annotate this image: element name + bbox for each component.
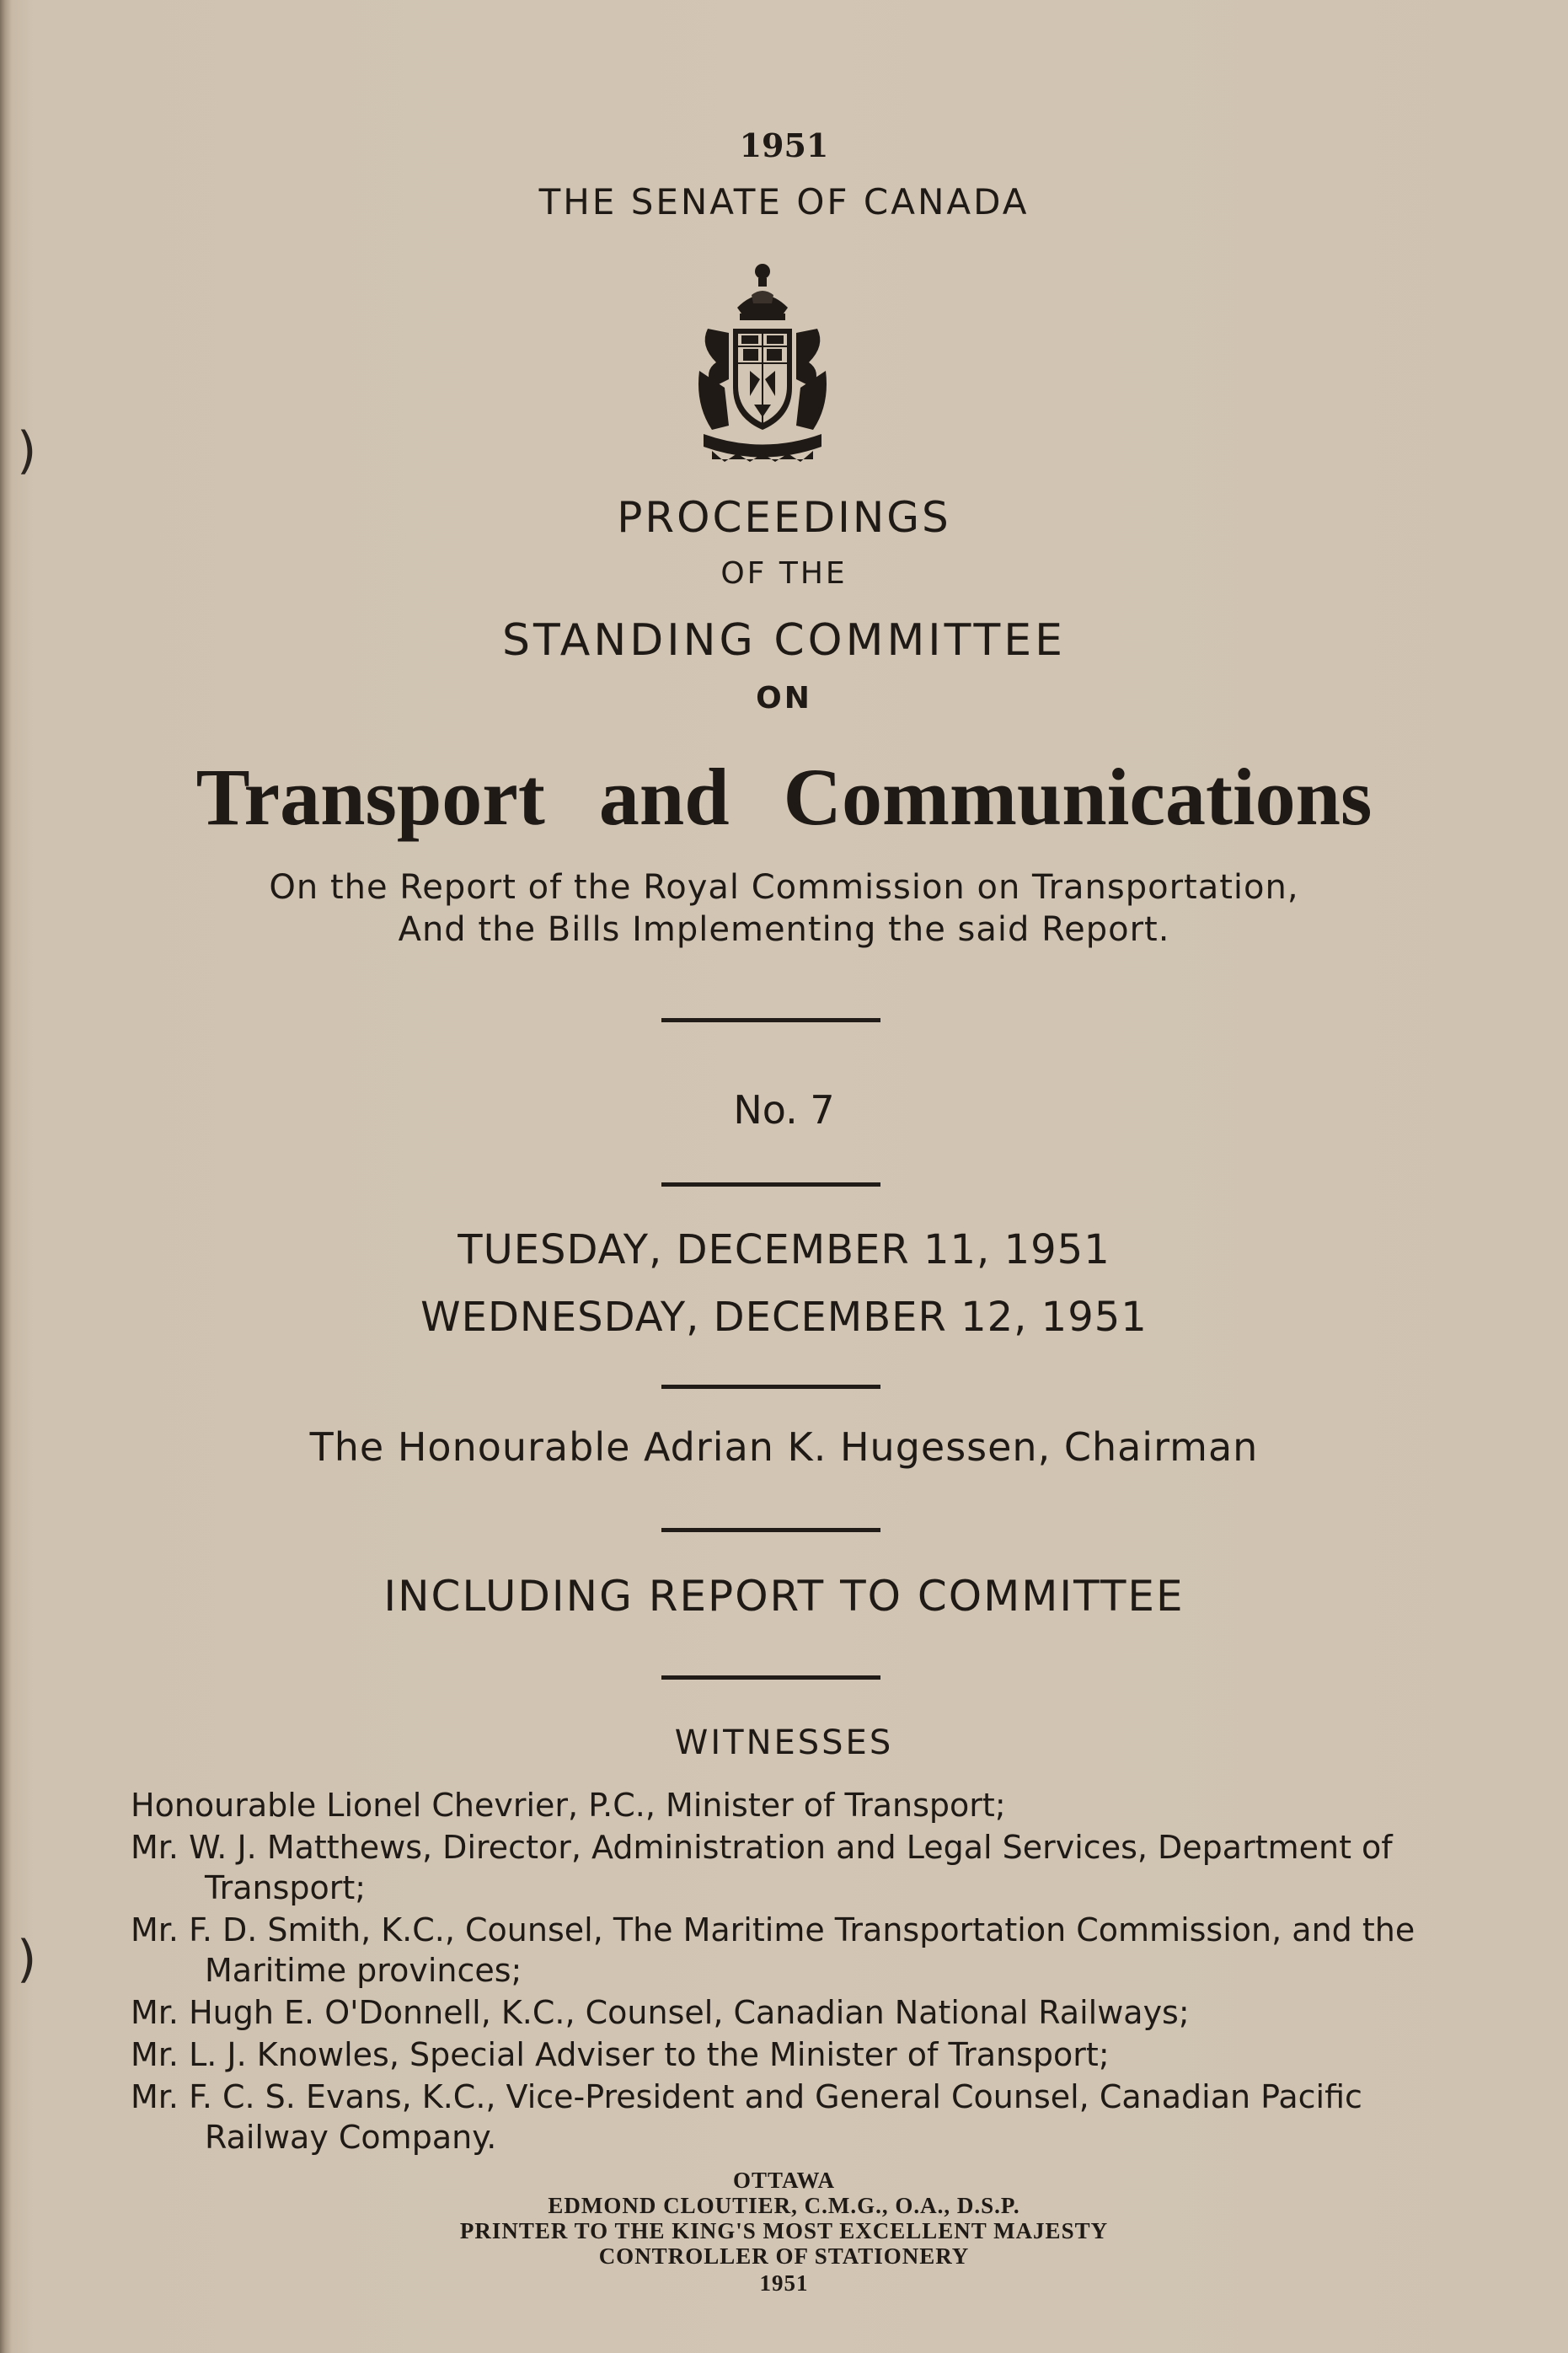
committee-heading: STANDING COMMITTEE bbox=[502, 615, 1066, 666]
of-the-heading: OF THE bbox=[720, 556, 848, 591]
imprint-year: 1951 bbox=[759, 2270, 809, 2296]
binding-mark: ) bbox=[17, 421, 37, 480]
witness-item: Mr. F. D. Smith, K.C., Counsel, The Maritime Transportation Commission, and the Maritime provinces; bbox=[131, 1911, 1415, 1989]
witness-item: Mr. W. J. Matthews, Director, Administration and Legal Services, Department of Transport; bbox=[131, 1829, 1393, 1906]
witness-list bbox=[131, 1785, 1445, 2159]
header-senate: THE SENATE OF CANADA bbox=[538, 181, 1030, 222]
on-heading: ON bbox=[756, 681, 812, 716]
header-year: 1951 bbox=[739, 126, 829, 164]
main-title: Transport and Communications bbox=[195, 752, 1373, 842]
imprint-title-2: CONTROLLER OF STATIONERY bbox=[598, 2243, 970, 2269]
proceedings-heading: PROCEEDINGS bbox=[617, 493, 951, 542]
witness-item: Mr. L. J. Knowles, Special Adviser to the Minister of Transport; bbox=[131, 2036, 1110, 2073]
binding-mark: ) bbox=[17, 1930, 37, 1989]
witness-item: Mr. F. C. S. Evans, K.C., Vice-President and General Counsel, Canadian Pacific Railway Company. bbox=[131, 2078, 1362, 2156]
imprint-printer: EDMOND CLOUTIER, C.M.G., O.A., D.S.P. bbox=[548, 2193, 1020, 2218]
canadian-coat-of-arms-icon bbox=[691, 261, 834, 464]
subtitle-line-2: And the Bills Implementing the said Report. bbox=[398, 910, 1170, 949]
meeting-date-2: WEDNESDAY, DECEMBER 12, 1951 bbox=[420, 1294, 1148, 1341]
witnesses-heading: WITNESSES bbox=[674, 1723, 894, 1762]
divider-rule bbox=[661, 1018, 880, 1022]
divider-rule bbox=[661, 1385, 880, 1389]
chairman-line: The Honourable Adrian K. Hugessen, Chairman bbox=[309, 1424, 1259, 1470]
divider-rule bbox=[661, 1182, 880, 1187]
subtitle-line-1: On the Report of the Royal Commission on Transportation, bbox=[269, 868, 1299, 907]
divider-rule bbox=[661, 1675, 880, 1680]
imprint-title-1: PRINTER TO THE KING'S MOST EXCELLENT MAJESTY bbox=[459, 2218, 1109, 2243]
divider-rule bbox=[661, 1528, 880, 1532]
witness-item: Honourable Lionel Chevrier, P.C., Minister of Transport; bbox=[131, 1787, 1006, 1824]
issue-number: No. 7 bbox=[733, 1087, 835, 1133]
witness-item: Mr. Hugh E. O'Donnell, K.C., Counsel, Canadian National Railways; bbox=[131, 1994, 1190, 2031]
imprint-city: OTTAWA bbox=[732, 2168, 836, 2193]
meeting-date-1: TUESDAY, DECEMBER 11, 1951 bbox=[458, 1226, 1110, 1273]
including-report: INCLUDING REPORT TO COMMITTEE bbox=[383, 1572, 1185, 1621]
